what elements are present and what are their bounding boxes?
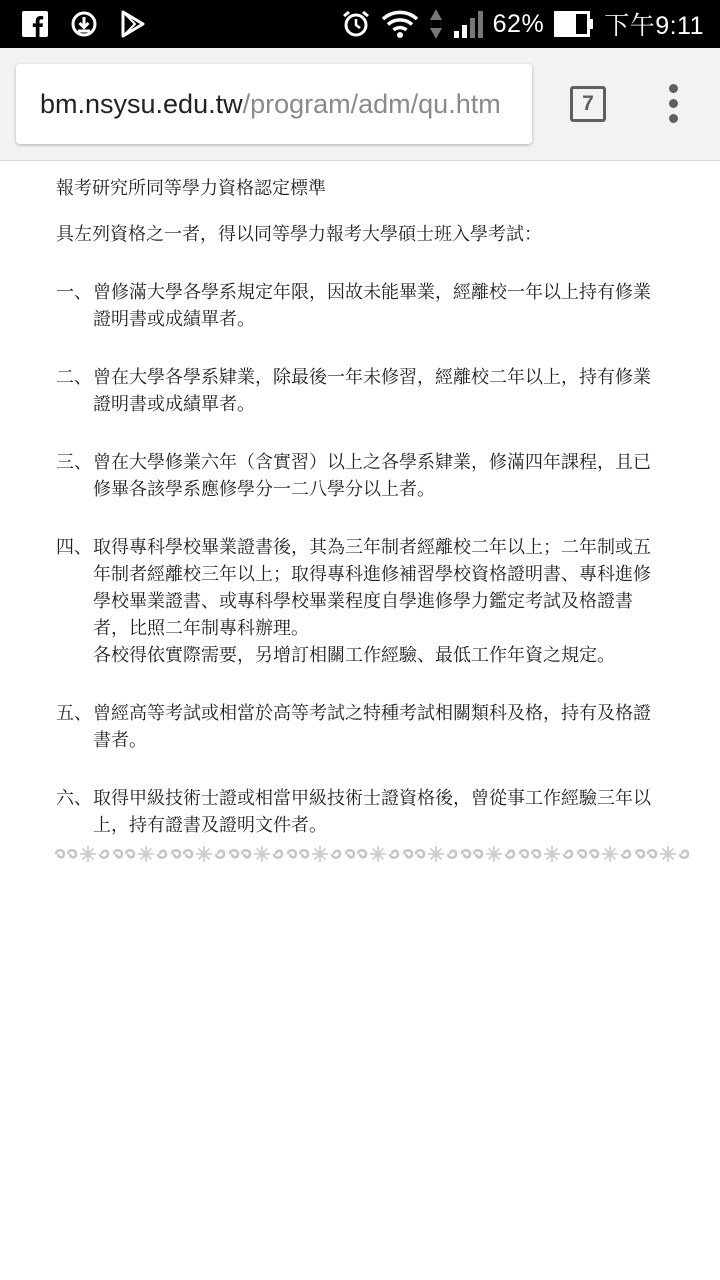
address-bar[interactable] — [16, 64, 532, 144]
browser-toolbar — [0, 48, 720, 161]
item-number: 三、 — [56, 452, 92, 473]
item-text: 曾經高等考試或相當於高等考試之特種考試相關類科及格，持有及格證書者。 — [93, 703, 651, 751]
item-number: 一、 — [56, 282, 92, 303]
ornamental-divider — [54, 843, 700, 865]
url-text[interactable] — [40, 64, 516, 144]
signal-icon — [453, 9, 483, 39]
item-text: 取得專科學校畢業證書後，其為三年制者經離校二年以上；二年制或五年制者經離校三年以上；取得專科進修補習學校資格證明書、專科進修學校畢業證書、或專科學校畢業程度自學進修學力鑑定考試及格證書者，比照二年制專科辦理。 — [93, 537, 651, 639]
battery-percent: 62% — [492, 9, 545, 38]
play-store-icon — [120, 10, 146, 38]
item-number: 二、 — [56, 367, 92, 388]
url-host: bm.nsysu.edu.tw — [40, 89, 243, 119]
wifi-icon — [381, 9, 419, 39]
page-content — [56, 175, 666, 870]
clock: 下午9:11 — [604, 12, 704, 40]
item-note: 各校得依實際需要，另增訂相關工作經驗、最低工作年資之規定。 — [93, 645, 615, 666]
url-path: /program/adm/qu.htm — [242, 89, 501, 119]
kebab-menu-icon[interactable] — [664, 84, 684, 124]
item-body — [93, 534, 666, 669]
list-item — [56, 364, 666, 418]
status-bar — [0, 0, 720, 48]
item-text: 曾修滿大學各學系規定年限，因故未能畢業，經離校一年以上持有修業證明書或成績單者。 — [93, 282, 651, 330]
item-text: 取得甲級技術士證或相當甲級技術士證資格後，曾從事工作經驗三年以上，持有證書及證明文件者。 — [93, 788, 651, 836]
list-item — [56, 785, 666, 839]
item-text: 曾在大學各學系肄業，除最後一年未修習，經離校二年以上，持有修業證明書或成績單者。 — [93, 367, 651, 415]
battery-icon — [554, 11, 594, 37]
item-number: 四、 — [56, 537, 92, 558]
page-intro: 具左列資格之一者，得以同等學力報考大學碩士班入學考試： — [56, 224, 542, 245]
item-number: 五、 — [56, 703, 92, 724]
list-item — [56, 534, 666, 669]
item-number: 六、 — [56, 788, 92, 809]
list-item — [56, 700, 666, 754]
alarm-icon — [341, 9, 371, 39]
item-text: 曾在大學修業六年（含實習）以上之各學系肄業，修滿四年課程，且已修畢各該學系應修學分一二八學分以上者。 — [93, 452, 651, 500]
list-item — [56, 279, 666, 333]
facebook-icon — [22, 11, 48, 37]
list-item — [56, 449, 666, 503]
data-arrows-icon — [429, 8, 443, 40]
page-title: 報考研究所同等學力資格認定標準 — [56, 178, 326, 199]
download-icon — [70, 10, 98, 38]
tab-switcher-button[interactable]: 7 — [570, 86, 606, 122]
